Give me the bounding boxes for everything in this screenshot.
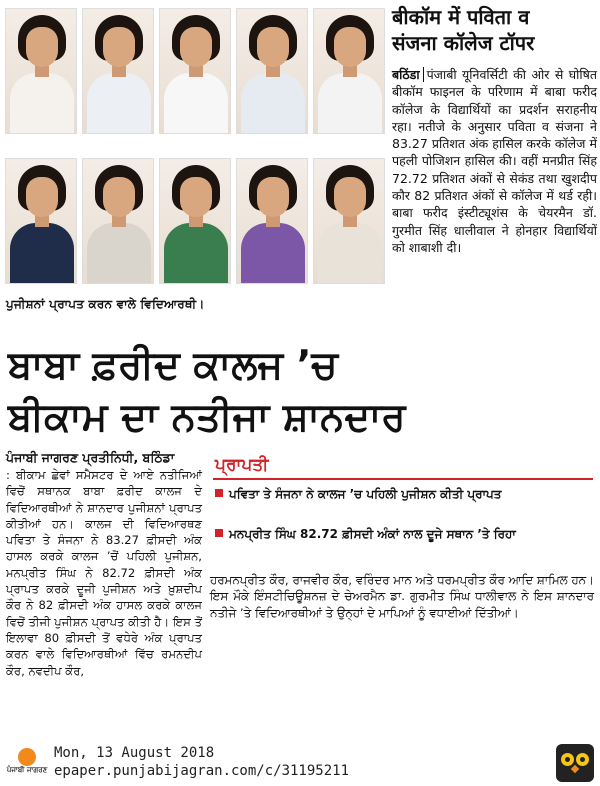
hindi-story-body (392, 66, 597, 256)
highlight-item (215, 486, 587, 502)
hindi-headline-line2: संजना कॉलेज टॉपर (392, 31, 535, 55)
owl-icon (556, 744, 594, 782)
hindi-headline-line1: बीकॉम में पविता व (392, 5, 530, 29)
main-headline (8, 340, 406, 444)
student-photo (5, 8, 77, 134)
student-photo (159, 158, 231, 284)
bullet-icon (215, 529, 223, 537)
student-photo (313, 8, 385, 134)
student-photo (82, 158, 154, 284)
epaper-url[interactable]: epaper.punjabijagran.com/c/31195211 (54, 763, 350, 779)
student-photo (159, 8, 231, 134)
highlights-title: ਪ੍ਰਾਪਤੀ (215, 455, 269, 475)
student-photo (313, 158, 385, 284)
highlight-item (215, 526, 587, 542)
student-photo (236, 158, 308, 284)
student-photo (5, 158, 77, 284)
student-photo (236, 8, 308, 134)
bullet-icon (215, 489, 223, 497)
byline: ਪੰਜਾਬੀ ਜਾਗਰਣ ਪ੍ਰਤੀਨਿਧੀ, ਬਠਿੰਡਾ (6, 450, 175, 465)
punjabi-jagran-logo (6, 746, 48, 780)
sun-logo-icon (18, 748, 36, 766)
photo-caption: ਪੁਜੀਸ਼ਨਾਂ ਪ੍ਰਾਪਤ ਕਰਨ ਵਾਲੇ ਵਿਦਿਆਰਥੀ। (6, 297, 205, 311)
edition-date: Mon, 13 August 2018 (54, 745, 215, 761)
story-body-left: : ਬੀਕਾਮ ਛੇਵਾਂ ਸਮੈਸਟਰ ਦੇ ਆਏ ਨਤੀਜਿਆਂ ਵਿਚੋਂ ਸਥਾਨਕ ਬਾਬਾ ਫ਼ਰੀਦ ਕਾਲਜ ਦੇ ਵਿਦਿਆਰਥੀਆਂ ਨੇ ਸ਼ਾਨਦਾਰ ਪੁਜੀਸ਼ਨਾਂ ਪ੍ਰਾਪਤ ਕੀਤੀਆਂ ਹਨ। ਕਾਲਜ ਦੀ ਵਿਦਿਆਰਥਣ ਪਵਿਤਾ ਤੇ ਸੰਜਨਾ ਨੇ 83.27 ਫ਼ੀਸਦੀ ਅੰਕ ਹਾਸਲ ਕਰਕੇ ਕਾਲਜ ’ਚੋਂ ਪਹਿਲੀ ਪੁਜੀਸ਼ਨ, ਮਨਪ੍ਰੀਤ ਸਿੰਘ ਨੇ 82.72 ਫ਼ੀਸਦੀ ਅੰਕ ਪ੍ਰਾਪਤ ਕਰਕੇ ਦੂਜੀ ਪੁਜੀਸ਼ਨ ਅਤੇ ਖ਼ੁਸ਼ਦੀਪ ਕੌਰ ਨੇ 82 ਫ਼ੀਸਦੀ ਅੰਕ ਹਾਸਲ ਕਰਕੇ ਕਾਲਜ ਵਿਚੋਂ ਤੀਜੀ ਪੁਜੀਸ਼ਨ ਪ੍ਰਾਪਤ ਕੀਤੀ ਹੈ। ਇਸ ਤੋਂ ਇਲਾਵਾ 80 ਫ਼ੀਸਦੀ ਤੋਂ ਵਧੇਰੇ ਅੰਕ ਪ੍ਰਾਪਤ ਕਰਨ ਵਾਲੇ ਵਿਦਿਆਰਥੀਆਂ ਵਿੱਚ ਰਮਨਦੀਪ ਕੌਰ, ਨਵਦੀਪ ਕੌਰ, (6, 468, 202, 678)
logo-text: ਪੰਜਾਬੀ ਜਾਗਰਣ (6, 766, 48, 774)
story-body-right: ਹਰਮਨਪ੍ਰੀਤ ਕੌਰ, ਰਾਜਵੀਰ ਕੌਰ, ਵਰਿੰਦਰ ਮਾਨ ਅਤੇ ਧਰਮਪ੍ਰੀਤ ਕੌਰ ਆਦਿ ਸ਼ਾਮਿਲ ਹਨ। ਇਸ ਮੌਕੇ ਇੰਸਟੀਚਿਊਸ਼ਨਜ਼ ਦੇ ਚੇਅਰਮੈਨ ਡਾ. ਗੁਰਮੀਤ ਸਿੰਘ ਧਾਲੀਵਾਲ ਨੇ ਇਸ ਸ਼ਾਨਦਾਰ ਨਤੀਜੇ ’ਤੇ ਵਿਦਿਆਰਥੀਆਂ ਤੇ ਉਨ੍ਹਾਂ ਦੇ ਮਾਪਿਆਂ ਨੂੰ ਵਧਾਈਆਂ ਦਿੱਤੀਆਂ। (210, 573, 594, 620)
hindi-dateline: बठिंडा (392, 67, 420, 82)
highlight-item-text: ਮਨਪ੍ਰੀਤ ਸਿੰਘ 82.72 ਫ਼ੀਸਦੀ ਅੰਕਾਂ ਨਾਲ ਦੂਜੇ ਸਥਾਨ ’ਤੇ ਰਿਹਾ (229, 527, 516, 541)
student-photo (82, 8, 154, 134)
hindi-story-text: पंजाबी यूनिवर्सिटी की ओर से घोषित बीकॉम फाइनल के परिणाम में बाबा फरीद कॉलेज के विद्यार्थियों का प्रदर्शन सराहनीय रहा। नतीजे के अनुसार पविता व संजना ने 83.27 प्रतिशत अंक हासिल करके कॉलेज में पहली पोजिशन हासिल की। वहीं मनप्रीत सिंह 72.72 प्रतिशत अंकों से सेकंड तथा खुशदीप कौर 82 प्रतिशत अंकों से कॉलेज में थर्ड रही। बाबा फरीद इंस्टीट्यूशंस के चेयरमैन डॉ. गुरमीत सिंह धालीवाल ने होनहार विद्यार्थियों को शाबाशी दी। (392, 67, 597, 255)
highlights-divider (213, 478, 593, 480)
highlights-box (205, 450, 597, 570)
student-photo-grid (5, 8, 388, 288)
epaper-footer (0, 740, 600, 786)
main-headline-line1: ਬਾਬਾ ਫ਼ਰੀਦ ਕਾਲਜ ’ਚ (8, 343, 338, 388)
footer-info (54, 744, 349, 780)
main-headline-line2: ਬੀਕਾਮ ਦਾ ਨਤੀਜਾ ਸ਼ਾਨਦਾਰ (8, 395, 406, 440)
hindi-story-headline (392, 4, 597, 56)
highlight-item-text: ਪਵਿਤਾ ਤੇ ਸੰਜਨਾ ਨੇ ਕਾਲਜ ’ਚ ਪਹਿਲੀ ਪੁਜੀਸ਼ਨ ਕੀਤੀ ਪ੍ਰਾਪਤ (229, 487, 502, 501)
